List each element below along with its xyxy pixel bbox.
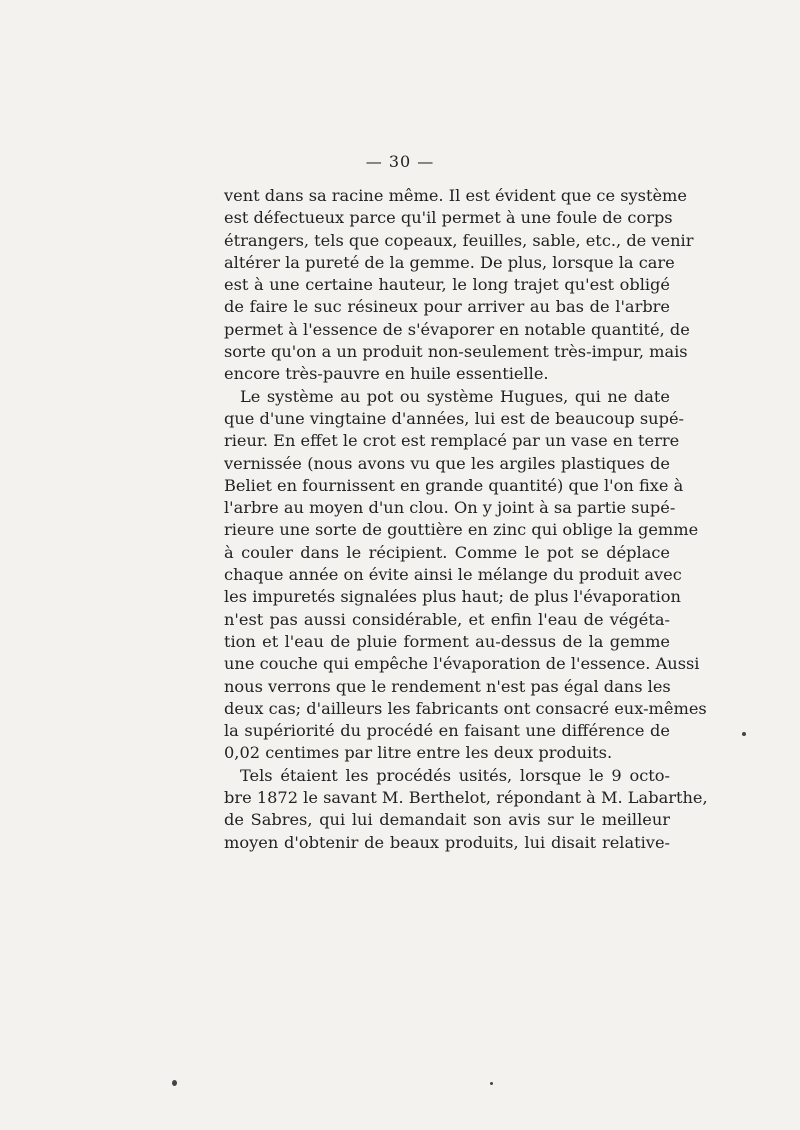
text-line: est défectueux parce qu'il permet à une foule de corps bbox=[224, 208, 673, 228]
text-line: nous verrons que le rendement n'est pas égal dans les bbox=[224, 676, 671, 696]
text-line: une couche qui empêche l'évaporation de l'essence. Aussi bbox=[224, 654, 700, 674]
body-text bbox=[224, 185, 708, 854]
ink-speck bbox=[490, 1082, 493, 1085]
text-line: est à une certaine hauteur, le long trajet qu'est obligé bbox=[224, 275, 670, 295]
text-line: moyen d'obtenir de beaux produits, lui disait relative- bbox=[224, 832, 670, 852]
text-line: 0,02 centimes par litre entre les deux produits. bbox=[224, 743, 613, 763]
text-line: Le système au pot ou système Hugues, qui ne date bbox=[240, 386, 670, 406]
text-line: les impuretés signalées plus haut; de plus l'évaporation bbox=[224, 587, 681, 607]
text-line: l'arbre au moyen d'un clou. On y joint à sa partie supé- bbox=[224, 498, 676, 518]
text-line: tion et l'eau de pluie forment au-dessus de la gemme bbox=[224, 631, 670, 651]
text-line: la supériorité du procédé en faisant une différence de bbox=[224, 721, 670, 741]
text-line: deux cas; d'ailleurs les fabricants ont consacré eux-mêmes bbox=[224, 698, 707, 718]
text-line: chaque année on évite ainsi le mélange du produit avec bbox=[224, 565, 682, 585]
text-line: vent dans sa racine même. Il est évident que ce système bbox=[224, 186, 687, 205]
text-line: rieur. En effet le crot est remplacé par un vase en terre bbox=[224, 431, 680, 451]
text-line: vernissée (nous avons vu que les argiles plastiques de bbox=[224, 453, 670, 473]
text-line: encore très-pauvre en huile essentielle. bbox=[224, 364, 549, 384]
text-line: de Sabres, qui lui demandait son avis sur le meilleur bbox=[224, 810, 670, 830]
page-number: — 30 — bbox=[365, 152, 435, 171]
text-line: à couler dans le récipient. Comme le pot se déplace bbox=[224, 542, 670, 562]
text-line: Beliet en fournissent en grande quantité) que l'on fixe à bbox=[224, 475, 684, 495]
text-line: de faire le suc résineux pour arriver au bas de l'arbre bbox=[224, 297, 670, 317]
text-line: bre 1872 le savant M. Berthelot, répondant à M. Labarthe, bbox=[224, 788, 708, 808]
text-line: permet à l'essence de s'évaporer en notable quantité, de bbox=[224, 319, 690, 339]
text-line: étrangers, tels que copeaux, feuilles, sable, etc., de venir bbox=[224, 230, 694, 250]
text-line: n'est pas aussi considérable, et enfin l'eau de végéta- bbox=[224, 609, 670, 629]
ink-speck bbox=[742, 732, 746, 736]
text-line: sorte qu'on a un produit non-seulement très-impur, mais bbox=[224, 342, 688, 362]
text-line: rieure une sorte de gouttière en zinc qui oblige la gemme bbox=[224, 520, 699, 540]
ink-speck bbox=[172, 1080, 177, 1086]
text-line: que d'une vingtaine d'années, lui est de beaucoup supé- bbox=[224, 408, 685, 428]
text-line: altérer la pureté de la gemme. De plus, lorsque la care bbox=[224, 252, 675, 272]
text-line: Tels étaient les procédés usités, lorsque le 9 octo- bbox=[240, 765, 670, 785]
